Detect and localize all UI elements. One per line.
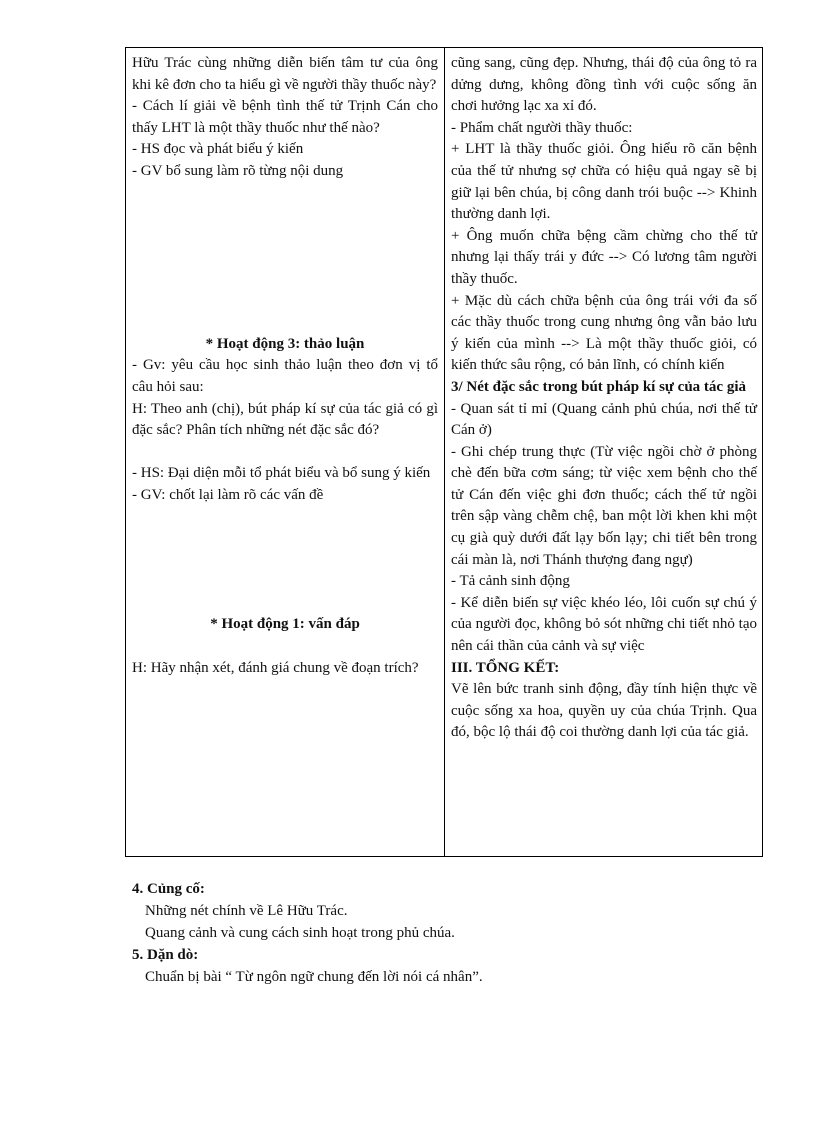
right-paragraph: - Kể diễn biến sự việc khéo léo, lôi cuốn sự chú ý của người đọc, không bỏ sót những chi tiết nhỏ tạo nên cái thần của cảnh và sự việc xyxy=(451,594,757,655)
left-paragraph: - GV bổ sung làm rõ từng nội dung xyxy=(132,162,344,179)
left-paragraph: - GV: chốt lại làm rõ các vấn đề xyxy=(132,486,324,503)
right-paragraph: Vẽ lên bức tranh sinh động, đầy tính hiện thực về cuộc sống xa hoa, quyền uy của chúa Trịnh. Qua đó, bộc lộ thái độ coi thường danh lợi của tác giả. xyxy=(451,681,757,741)
right-paragraph: - Phẩm chất người thầy thuốc: xyxy=(451,119,633,136)
section-4-line: Quang cảnh và cung cách sinh hoạt trong phủ chúa. xyxy=(145,925,455,941)
summary-heading: III. TỔNG KẾT: xyxy=(451,659,560,676)
section-5-line: Chuẩn bị bài “ Từ ngôn ngữ chung đến lời nói cá nhân”. xyxy=(145,969,483,985)
section-5-title: 5. Dặn dò: xyxy=(132,947,199,963)
right-paragraph: - Ghi chép trung thực (Từ việc ngồi chờ ở phòng chè đến bữa cơm sáng; từ việc xem bệnh cho thế tử Cán đến việc ghi đơn thuốc; cách thế tử ngồi trên sập vàng chễm chệ, ban một lời khen khi một cụ già quỳ dưới đất lạy bốn lạy; chi tiết bên trong cái màn là, nơi Thánh thượng đang ngự) xyxy=(451,443,757,568)
column-divider xyxy=(444,48,445,856)
left-paragraph: - Gv: yêu cầu học sinh thảo luận theo đơn vị tổ câu hỏi sau: xyxy=(132,357,438,395)
section-4-title: 4. Củng cố: xyxy=(132,881,205,897)
right-paragraph: + Mặc dù cách chữa bệnh của ông trái với đa số các thầy thuốc trong cung nhưng ông vẫn bảo lưu ý kiến của mình --> Là một thầy thuốc giỏi, có kiến thức sâu rộng, có bản lĩnh, có chính kiến xyxy=(451,292,757,374)
content-column xyxy=(451,53,757,744)
lesson-footer xyxy=(132,878,692,988)
left-paragraph: H: Theo anh (chị), bút pháp kí sự của tác giả có gì đặc sắc? Phân tích những nét đặc sắc đó? xyxy=(132,400,438,439)
right-paragraph: + LHT là thầy thuốc giỏi. Ông hiểu rõ căn bệnh của thế tử nhưng sợ chữa có hiệu quả ngay sẽ bị giữ lại bên chúa, bị công danh trói buộc --> Khinh thường danh lợi. xyxy=(451,141,757,223)
left-paragraph: - HS: Đại diện mỗi tổ phát biểu và bổ sung ý kiến xyxy=(132,465,431,482)
right-paragraph: - Quan sát tỉ mỉ (Quang cảnh phủ chúa, nơi thế tử Cán ở) xyxy=(451,400,757,439)
left-paragraph: Hữu Trác cùng những diễn biến tâm tư của ông khi kê đơn cho ta hiểu gì về người thầy thuốc này? xyxy=(132,55,438,93)
right-paragraph: - Tả cảnh sinh động xyxy=(451,573,570,590)
teacher-activity-column xyxy=(132,53,438,679)
left-paragraph: H: Hãy nhận xét, đánh giá chung về đoạn trích? xyxy=(132,659,419,676)
left-paragraph: - HS đọc và phát biểu ý kiến xyxy=(132,141,304,158)
section-3-heading: 3/ Nét đặc sắc trong bút pháp kí sự của tác giả xyxy=(451,378,746,395)
activity-1-heading: * Hoạt động 1: vấn đáp xyxy=(210,616,360,633)
right-paragraph: + Ông muốn chữa bệng cầm chừng cho thế tử nhưng lại thấy trái y đức --> Có lương tâm người thầy thuốc. xyxy=(451,227,757,287)
section-4-line: Những nét chính về Lê Hữu Trác. xyxy=(145,903,348,919)
left-paragraph: - Cách lí giải về bệnh tình thế tử Trịnh Cán cho thấy LHT là một thầy thuốc như thế nào? xyxy=(132,98,438,136)
lesson-table xyxy=(125,47,763,857)
activity-3-heading: * Hoạt động 3: thảo luận xyxy=(205,335,365,352)
right-paragraph: cũng sang, cũng đẹp. Nhưng, thái độ của ông tỏ ra dửng dưng, không đồng tình với cuộc sống ăn chơi hưởng lạc xa xỉ đó. xyxy=(451,55,757,115)
